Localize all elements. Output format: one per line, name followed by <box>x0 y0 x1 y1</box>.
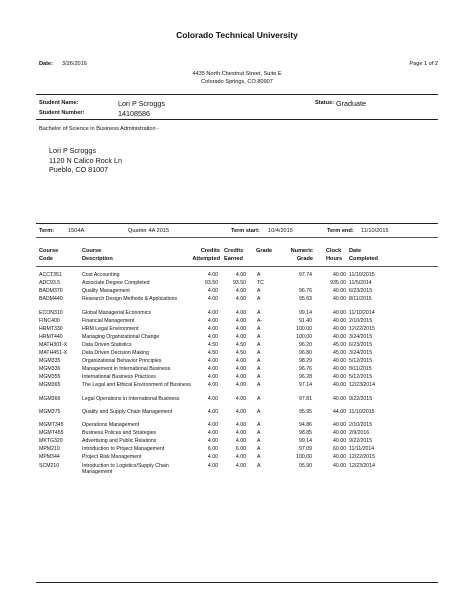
date-completed: 2/10/2015 <box>349 317 373 324</box>
credits-earned: 6.00 <box>235 446 246 453</box>
date-completed: 12/22/2015 <box>349 325 375 332</box>
credits-earned: 4.00 <box>235 272 246 278</box>
grade: A <box>257 374 261 381</box>
clock-hours: 40.00 <box>333 325 346 332</box>
credits-earned: 4.00 <box>235 438 246 445</box>
numeric-grade: 100.00 <box>296 325 312 332</box>
status-value: Graduate <box>336 99 366 108</box>
course-description: Operations Management <box>82 422 140 428</box>
program-name: Bachelor of Science in Business Administration - <box>39 126 160 132</box>
clock-hours: 60.00 <box>333 446 346 453</box>
mail-line-2: 1120 N Calico Rock Ln <box>49 155 122 165</box>
table-row <box>0 366 474 373</box>
course-description: Data Driven Statistics <box>82 341 132 348</box>
date-completed: 5/12/2015 <box>349 358 373 365</box>
grade: A <box>257 446 261 453</box>
status-label: Status: <box>315 100 334 106</box>
course-code: HRMT330 <box>39 325 63 332</box>
table-row <box>0 462 474 475</box>
clock-hours: 45.00 <box>333 341 346 348</box>
credits-attempted: 4.00 <box>207 366 218 373</box>
student-name-label: Student Name: <box>39 100 79 106</box>
date-completed: 11/10/2015 <box>349 272 375 278</box>
course-code: MGM375 <box>39 408 61 415</box>
course-description: Introduction to Logistics/Supply Chain Management <box>82 462 169 475</box>
course-description: Global Managerial Economics <box>82 309 151 316</box>
clock-hours: 40.00 <box>333 438 346 445</box>
course-code: MGMT345 <box>39 422 64 428</box>
course-code: SCM210 <box>39 462 60 469</box>
table-row <box>0 334 474 341</box>
clock-hours: 40.00 <box>333 309 346 316</box>
numeric-grade: 96.76 <box>299 366 312 373</box>
clock-hours: 40.00 <box>333 395 346 402</box>
credits-earned: 4.00 <box>235 395 246 402</box>
course-description: Business Polices and Strategies <box>82 430 157 437</box>
clock-hours: 40.00 <box>333 422 346 428</box>
date-completed: 9/22/2015 <box>349 395 373 402</box>
clock-hours: 40.00 <box>333 317 346 324</box>
course-description: Cost Accounting <box>82 272 120 278</box>
table-row <box>0 326 474 333</box>
course-code: ECON310 <box>39 309 63 316</box>
credits-earned: 4.00 <box>235 382 246 389</box>
credits-attempted: 6.00 <box>207 446 218 453</box>
numeric-grade: 96.76 <box>299 288 312 295</box>
date-completed: 12/23/2014 <box>349 462 375 469</box>
date-completed: 2/9/2016 <box>349 430 370 437</box>
numeric-grade: 100.00 <box>296 454 312 461</box>
table-row <box>0 396 474 403</box>
numeric-grade: 95.63 <box>299 296 312 303</box>
col-numeric-grade: Numeric Grade <box>290 248 313 262</box>
grade: A <box>257 438 261 445</box>
term-top-rule <box>36 223 438 224</box>
grade: A <box>257 358 261 365</box>
course-code: MGM366 <box>39 395 61 402</box>
credits-attempted: 4.00 <box>207 430 218 437</box>
credits-earned: 4.00 <box>235 358 246 365</box>
grade: A- <box>257 317 263 324</box>
header-rule <box>36 94 438 95</box>
course-code: MGM335 <box>39 358 61 365</box>
term-label: Term: <box>39 228 55 234</box>
grade: A <box>257 408 261 415</box>
term-start-label: Term start: <box>231 228 260 234</box>
grade: A <box>257 333 261 340</box>
credits-attempted: 4.00 <box>207 309 218 316</box>
credits-earned: 4.00 <box>235 333 246 340</box>
student-name-value: Lori P Scroggs <box>118 99 166 108</box>
col-clock-hours: Clock Hours <box>326 248 343 262</box>
clock-hours: 45.00 <box>333 350 346 356</box>
date-completed: 3/24/2015 <box>349 350 373 356</box>
date-completed: 6/23/2015 <box>349 288 373 295</box>
course-description: Project Risk Management <box>82 454 142 461</box>
grade: A <box>257 296 261 303</box>
term-quarter: Quarter 4A 2015 <box>128 228 170 234</box>
col-grade: Grade <box>256 248 273 254</box>
credits-attempted: 4.00 <box>207 395 218 402</box>
course-code: MGMT455 <box>39 430 64 437</box>
course-code: MPM210 <box>39 446 60 453</box>
course-description: Quality Management <box>82 288 130 295</box>
university-title: Colorado Technical University <box>176 30 298 40</box>
credits-attempted: 4.00 <box>207 454 218 461</box>
col-credits-earned: Credits Earned <box>224 248 244 262</box>
term-end-label: Term end: <box>327 228 354 234</box>
course-description: International Business Practices <box>82 374 156 381</box>
clock-hours: 40.00 <box>333 366 346 373</box>
course-description: Organizational Behavior Principles <box>82 358 162 365</box>
term-end-value: 11/10/2015 <box>361 228 389 234</box>
numeric-grade: 96.28 <box>299 374 312 381</box>
course-code: MGM336 <box>39 366 61 373</box>
numeric-grade: 96.80 <box>299 350 312 356</box>
credits-attempted: 4.00 <box>207 272 218 278</box>
table-row <box>0 318 474 325</box>
clock-hours: 40.00 <box>333 454 346 461</box>
grade: A <box>257 430 261 437</box>
table-row <box>0 454 474 461</box>
mail-line-3: Pueblo, CO 81007 <box>49 165 109 174</box>
date-completed: 2/10/2015 <box>349 422 373 428</box>
clock-hours: 40.00 <box>333 382 346 389</box>
clock-hours: 44.00 <box>333 408 346 415</box>
course-description: The Legal and Ethical Environment of Business <box>82 382 192 389</box>
course-code: MATH301-X <box>39 341 68 348</box>
table-row <box>0 409 474 416</box>
grade: A <box>257 454 261 461</box>
grade: A <box>257 309 261 316</box>
mail-line-1: Lori P Scroggs <box>49 146 97 155</box>
credits-attempted: 4.00 <box>207 325 218 332</box>
course-code: ADC93.5 <box>39 280 61 287</box>
grade: A <box>257 272 261 278</box>
grade: A <box>257 462 261 469</box>
col-credits-attempted: Credits Attempted <box>192 248 220 262</box>
table-row <box>0 310 474 317</box>
table-row <box>0 422 474 429</box>
clock-hours: 40.00 <box>333 288 346 295</box>
credits-earned: 4.00 <box>235 325 246 332</box>
credits-earned: 4.00 <box>235 408 246 415</box>
date-value: 3/26/2016 <box>62 61 87 67</box>
clock-hours: 40.00 <box>333 296 346 303</box>
date-completed: 5/12/2015 <box>349 374 373 381</box>
credits-attempted: 4.00 <box>207 358 218 365</box>
numeric-grade: 94.86 <box>299 422 312 428</box>
grade: A <box>257 395 261 402</box>
course-code: BADM440 <box>39 296 63 303</box>
course-code: MPM344 <box>39 454 60 461</box>
numeric-grade: 95.90 <box>299 462 312 469</box>
grade: A <box>257 366 261 373</box>
course-description: Financial Management <box>82 317 135 324</box>
col-course-description: Course Description <box>82 248 113 262</box>
grade: A <box>257 341 261 348</box>
course-code: MGM355 <box>39 374 61 381</box>
table-row <box>0 374 474 381</box>
table-row <box>0 350 474 357</box>
table-row <box>0 446 474 453</box>
clock-hours: 40.00 <box>333 430 346 437</box>
date-completed: 11/10/2014 <box>349 309 375 316</box>
course-description: Managing Organizational Change <box>82 333 160 340</box>
numeric-grade: 99.14 <box>299 309 312 316</box>
table-row <box>0 288 474 295</box>
course-description: HRM Legal Environment <box>82 325 139 332</box>
term-value: 1504A <box>68 228 85 234</box>
credits-attempted: 4.50 <box>207 341 218 348</box>
credits-earned: 4.00 <box>235 422 246 428</box>
numeric-grade: 97.09 <box>299 446 312 453</box>
date-completed: 8/11/2015 <box>349 296 372 303</box>
table-row <box>0 272 474 279</box>
credits-attempted: 93.50 <box>205 280 218 287</box>
course-code: BADM370 <box>39 288 63 295</box>
course-description: Quality and Supply Chain Management <box>82 408 173 415</box>
table-row <box>0 438 474 445</box>
credits-earned: 4.00 <box>235 309 246 316</box>
credits-earned: 4.00 <box>235 366 246 373</box>
table-row <box>0 280 474 287</box>
date-completed: 12/22/2015 <box>349 454 375 461</box>
course-description: Research Design Methods & Applications <box>82 296 178 303</box>
grade: A <box>257 325 261 332</box>
columns-rule <box>36 266 438 267</box>
credits-attempted: 4.00 <box>207 462 218 469</box>
grade: A <box>257 422 261 428</box>
credits-attempted: 4.00 <box>207 374 218 381</box>
table-row <box>0 382 474 389</box>
credits-earned: 4.00 <box>235 317 246 324</box>
grade: A <box>257 350 261 356</box>
table-row <box>0 430 474 437</box>
numeric-grade: 99.14 <box>299 438 312 445</box>
student-number-label: Student Number: <box>39 110 85 116</box>
credits-attempted: 4.00 <box>207 438 218 445</box>
term-start-value: 10/4/2015 <box>268 228 293 234</box>
address-line-2: Colorado Springs, CO 80907 <box>201 79 273 85</box>
numeric-grade: 95.95 <box>299 408 312 415</box>
course-description: Associate Degree Completed <box>82 280 150 287</box>
credits-attempted: 4.00 <box>207 408 218 415</box>
date-completed: 11/5/2014 <box>349 280 372 287</box>
credits-attempted: 4.00 <box>207 382 218 389</box>
clock-hours: 935.00 <box>330 280 346 287</box>
clock-hours: 40.00 <box>333 374 346 381</box>
credits-earned: 4.00 <box>235 462 246 469</box>
course-description: Introduction to Project Management <box>82 446 165 453</box>
mail-address <box>49 146 122 175</box>
date-completed: 12/23/2014 <box>349 382 375 389</box>
page-number: Page 1 of 2 <box>409 61 438 67</box>
credits-attempted: 4.00 <box>207 317 218 324</box>
numeric-grade: 97.81 <box>299 395 312 402</box>
clock-hours: 40.00 <box>333 272 346 278</box>
date-completed: 8/11/2015 <box>349 366 372 373</box>
student-rule <box>36 119 438 120</box>
credits-attempted: 4.00 <box>207 288 218 295</box>
address-line-1: 4435 North Chestnut Street, Suite E <box>192 71 282 77</box>
course-code: FINC400 <box>39 317 60 324</box>
date-completed: 6/23/2015 <box>349 341 373 348</box>
course-description: Data Driven Decision Making <box>82 350 149 356</box>
table-row <box>0 358 474 365</box>
clock-hours: 40.00 <box>333 358 346 365</box>
date-completed: 3/24/2015 <box>349 333 373 340</box>
credits-earned: 4.00 <box>235 430 246 437</box>
term-bottom-rule <box>36 237 438 238</box>
credits-earned: 4.00 <box>235 288 246 295</box>
numeric-grade: 98.29 <box>299 358 312 365</box>
numeric-grade: 96.20 <box>299 341 312 348</box>
col-course-code: Course Code <box>39 248 59 262</box>
date-completed: 11/10/2015 <box>349 408 375 415</box>
table-row <box>0 342 474 349</box>
numeric-grade: 97.14 <box>299 382 312 389</box>
course-description: Advertising and Public Relations <box>82 438 157 445</box>
date-completed: 11/11/2014 <box>349 446 375 453</box>
course-code: ACCT351 <box>39 272 62 278</box>
numeric-grade: 97.74 <box>299 272 312 278</box>
grade: A <box>257 288 261 295</box>
course-code: MATH451-X <box>39 350 68 356</box>
numeric-grade: 98.85 <box>299 430 312 437</box>
credits-earned: 4.00 <box>235 454 246 461</box>
grade: TC <box>257 280 264 287</box>
date-label: Date: <box>39 61 53 67</box>
credits-attempted: 4.50 <box>207 350 218 356</box>
date-completed: 9/22/2015 <box>349 438 373 445</box>
footer-rule <box>36 582 438 583</box>
credits-attempted: 4.00 <box>207 422 218 428</box>
credits-earned: 4.00 <box>235 374 246 381</box>
clock-hours: 40.00 <box>333 333 346 340</box>
numeric-grade: 91.40 <box>299 317 312 324</box>
course-code: MKTG320 <box>39 438 63 445</box>
table-row <box>0 296 474 303</box>
grade: A <box>257 382 261 389</box>
credits-attempted: 4.00 <box>207 296 218 303</box>
credits-attempted: 4.00 <box>207 333 218 340</box>
numeric-grade: 100.00 <box>296 333 312 340</box>
clock-hours: 40.00 <box>333 462 346 469</box>
course-description: Management in International Business <box>82 366 171 373</box>
course-code: HRMT440 <box>39 333 63 340</box>
course-description: Legal Operations in International Business <box>82 395 180 402</box>
col-date-completed: Date Completed <box>349 248 378 262</box>
course-code: MGM365 <box>39 382 61 389</box>
credits-earned: 4.50 <box>235 341 246 348</box>
credits-earned: 93.50 <box>233 280 246 287</box>
credits-earned: 4.00 <box>235 296 246 303</box>
student-number-value: 14108586 <box>118 109 150 118</box>
credits-earned: 4.50 <box>235 350 246 356</box>
